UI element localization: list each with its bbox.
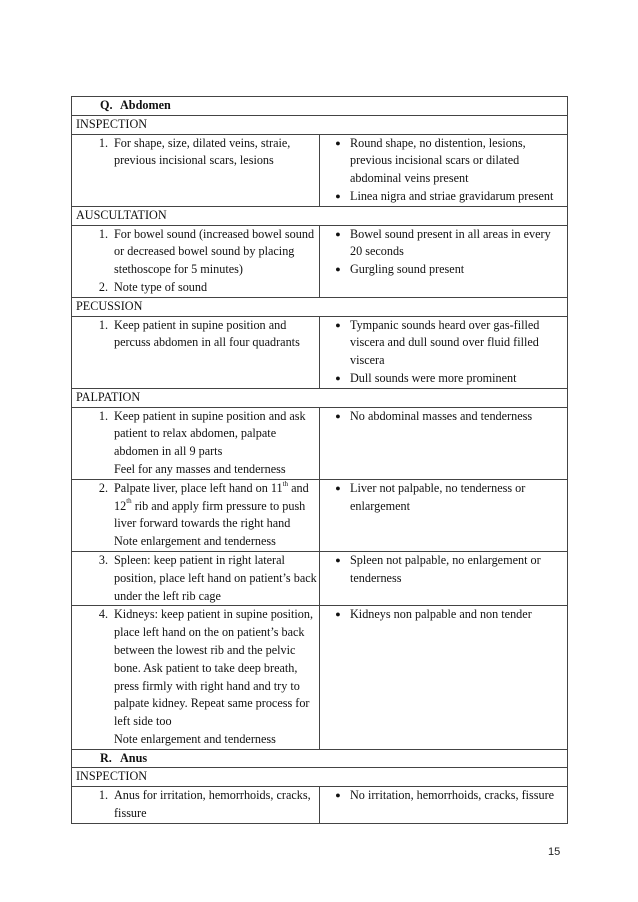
finding-item: ● Round shape, no distention, lesions, previous incisional scars or dilated abdominal veins present: [320, 135, 565, 188]
procedure-cell: [72, 479, 320, 551]
findings-cell: [320, 606, 568, 749]
procedure-note: Note enlargement and tenderness: [114, 731, 276, 746]
item-number: 1.: [98, 788, 108, 803]
bullet-icon: ●: [335, 790, 341, 801]
item-number: 1.: [98, 135, 108, 150]
procedure-cell: [72, 606, 320, 749]
finding-item: ● Gurgling sound present: [320, 261, 565, 279]
finding-item: ● No irritation, hemorrhoids, cracks, fissure: [320, 787, 565, 805]
section-letter: Q.: [100, 98, 113, 112]
auscultation-label: AUSCULTATION: [72, 206, 568, 225]
percussion-label: PECUSSION: [72, 297, 568, 316]
assessment-sheet: [71, 96, 567, 824]
finding-item: ● No abdominal masses and tenderness: [320, 408, 565, 426]
procedure-text: Anus for irritation, hemorrhoids, cracks, fissure: [114, 788, 311, 821]
procedure-text: Keep patient in supine position and ask patient to relax abdomen, palpate abdomen in all 9 parts: [114, 408, 306, 459]
procedure-note: Feel for any masses and tenderness: [114, 461, 286, 476]
procedure-text: For bowel sound (increased bowel sound or decreased bowel sound by placing stethoscope for 5 minutes): [114, 226, 315, 277]
bullet-icon: ●: [335, 609, 341, 620]
item-number: 4.: [98, 607, 108, 622]
findings-cell: [320, 225, 568, 297]
findings-cell: [320, 134, 568, 206]
label-row: [72, 115, 568, 134]
item-number: 3.: [98, 552, 108, 567]
bullet-icon: ●: [335, 482, 341, 493]
section-heading-anus: [72, 749, 568, 768]
bullet-icon: ●: [335, 410, 341, 421]
finding-item: ● Bowel sound present in all areas in every 20 seconds: [320, 226, 565, 262]
procedure-cell: [72, 134, 320, 206]
bullet-icon: ●: [335, 137, 341, 148]
label-row: [72, 388, 568, 407]
procedure-text: Keep patient in supine position and percuss abdomen in all four quadrants: [114, 317, 300, 350]
finding-item: ● Tympanic sounds heard over gas-filled viscera and dull sound over fluid filled viscera: [320, 317, 565, 370]
finding-item: ● Dull sounds were more prominent: [320, 370, 565, 388]
palpation-label: PALPATION: [72, 388, 568, 407]
procedure-text: For shape, size, dilated veins, straie, previous incisional scars, lesions: [114, 135, 291, 168]
findings-cell: [320, 407, 568, 479]
table-row: [72, 551, 568, 605]
bullet-icon: ●: [335, 319, 341, 330]
bullet-icon: ●: [335, 372, 341, 383]
findings-cell: [320, 316, 568, 388]
label-row: [72, 768, 568, 787]
section-heading-row: [72, 749, 568, 768]
section-title: Abdomen: [120, 98, 171, 112]
findings-cell: [320, 787, 568, 824]
table-row: [72, 606, 568, 749]
table-row: [72, 134, 568, 206]
item-number: 2.: [98, 279, 108, 294]
inspection-label: INSPECTION: [72, 768, 568, 787]
table-row: [72, 787, 568, 824]
item-number: 1.: [98, 317, 108, 332]
procedure-text: Note type of sound: [114, 279, 208, 294]
procedure-cell: [72, 316, 320, 388]
table-row: [72, 407, 568, 479]
finding-item: ● Liver not palpable, no tenderness or enlargement: [320, 480, 565, 516]
item-number: 1.: [98, 226, 108, 241]
procedure-text: Kidneys: keep patient in supine position, place left hand on the on patient’s back between the lowest rib and the pelvic bone. Ask patient to take deep breath, press firmly with right hand and try to palpate kidney. Repeat same process for left side too: [114, 607, 314, 729]
findings-cell: [320, 551, 568, 605]
finding-item: ● Linea nigra and striae gravidarum present: [320, 188, 565, 206]
procedure-text: Palpate liver, place left hand on 11th and 12th rib and apply firm pressure to push liver forward towards the right hand: [114, 479, 309, 531]
table-row: [72, 479, 568, 551]
label-row: [72, 297, 568, 316]
item-number: 2.: [98, 480, 108, 495]
procedure-cell: [72, 551, 320, 605]
findings-cell: [320, 479, 568, 551]
bullet-icon: ●: [335, 190, 341, 201]
bullet-icon: ●: [335, 264, 341, 275]
table-row: [72, 225, 568, 297]
table-row: [72, 316, 568, 388]
procedure-note: Note enlargement and tenderness: [114, 534, 276, 549]
section-heading-abdomen: [72, 97, 568, 116]
procedure-cell: [72, 225, 320, 297]
procedure-cell: [72, 407, 320, 479]
inspection-label: INSPECTION: [72, 115, 568, 134]
section-heading-row: [72, 97, 568, 116]
section-title: Anus: [120, 750, 148, 765]
finding-item: ● Kidneys non palpable and non tender: [320, 606, 565, 624]
section-letter: R.: [100, 750, 112, 765]
assessment-table: [71, 96, 568, 824]
page-number: 15: [548, 846, 561, 858]
procedure-text: Spleen: keep patient in right lateral position, place left hand on patient’s back under the left rib cage: [114, 552, 317, 603]
bullet-icon: ●: [335, 554, 341, 565]
item-number: 1.: [98, 408, 108, 423]
label-row: [72, 206, 568, 225]
bullet-icon: ●: [335, 228, 341, 239]
procedure-cell: [72, 787, 320, 824]
finding-item: ● Spleen not palpable, no enlargement or tenderness: [320, 552, 565, 588]
